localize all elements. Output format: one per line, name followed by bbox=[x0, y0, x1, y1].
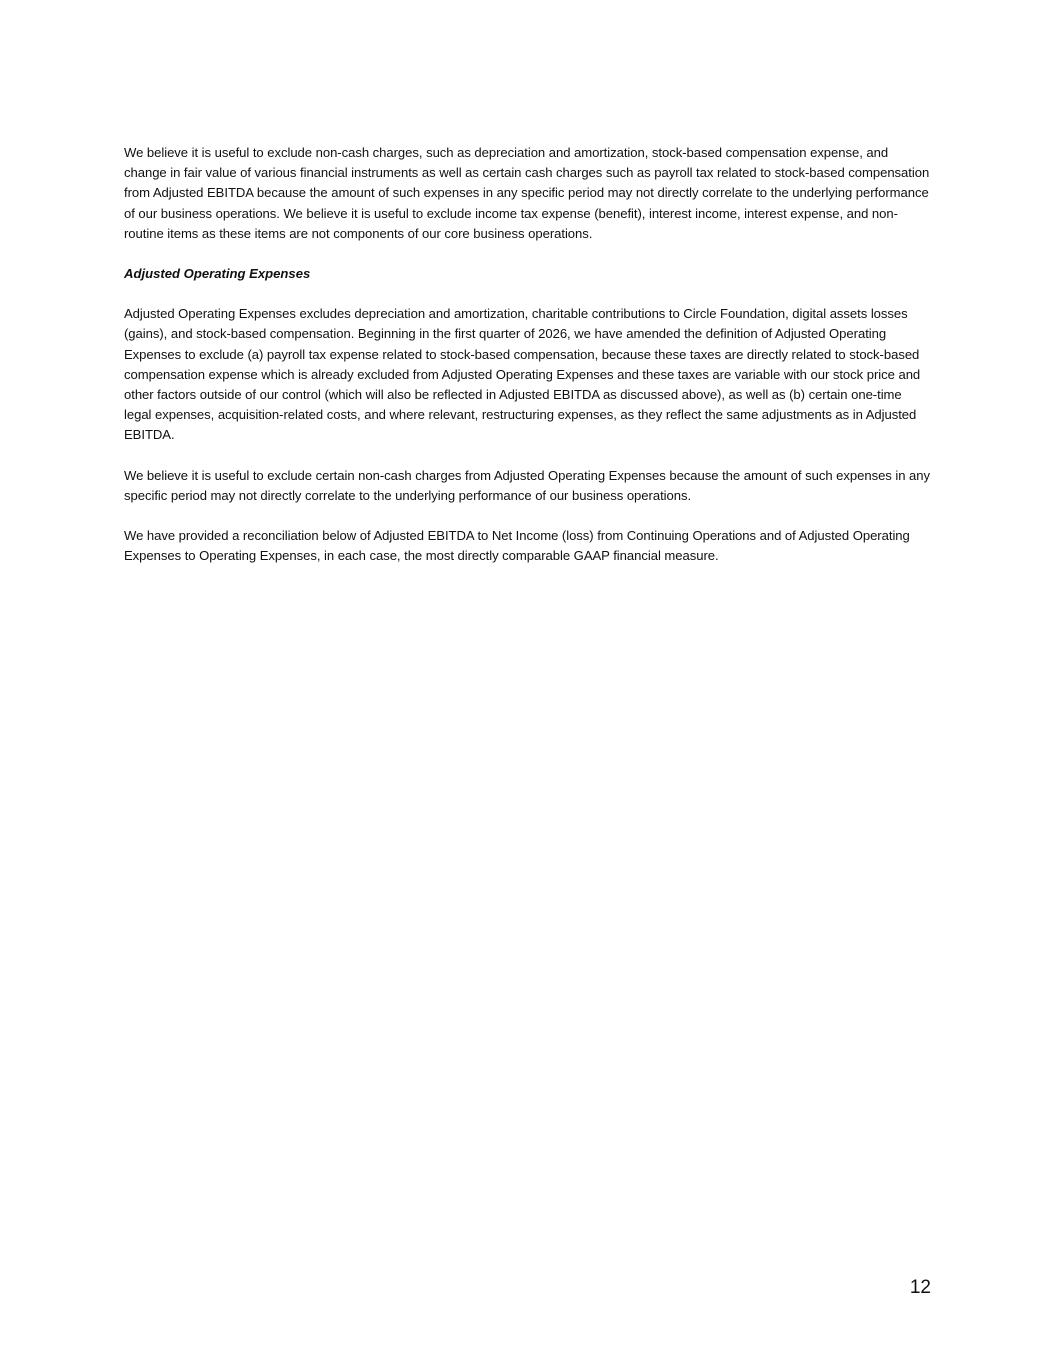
paragraph-exclusion-rationale: We believe it is useful to exclude certain non-cash charges from Adjusted Operating Expenses because the amount of such expenses in any specific period may not directly correlate to the underlying performance of our business operations. bbox=[124, 467, 931, 503]
page-number: 12 bbox=[909, 1277, 931, 1298]
page-content bbox=[124, 143, 932, 586]
paragraph-reconciliation-note: We have provided a reconciliation below of Adjusted EBITDA to Net Income (loss) from Continuing Operations and of Adjusted Operating Expenses to Operating Expenses, in each case, the most directly comparable GAAP financial measure. bbox=[124, 528, 910, 564]
paragraph-adjusted-operating-expenses-definition: Adjusted Operating Expenses excludes depreciation and amortization, charitable contributions to Circle Foundation, digital assets losses (gains), and stock-based compensation. Beginning in the first quarter of 2026, we have amended the definition of Adjusted Operating Expenses to exclude (a) payroll tax expense related to stock-based compensation, because these taxes are directly related to stock-based compensation expense which is already excluded from Adjusted Operating Expenses and these taxes are variable with our stock price and other factors outside of our control (which will also be reflected in Adjusted EBITDA as discussed above), as well as (b) certain one-time legal expenses, acquisition-related costs, and where relevant, restructuring expenses, as they reflect the same adjustments as in Adjusted EBITDA. bbox=[124, 306, 921, 443]
section-heading-adjusted-operating-expenses: Adjusted Operating Expenses bbox=[124, 266, 311, 282]
paragraph-non-cash-charges: We believe it is useful to exclude non-cash charges, such as depreciation and amortization, stock-based compensation expense, and change in fair value of various financial instruments as well as certain cash charges such as payroll tax related to stock-based compensation from Adjusted EBITDA because the amount of such expenses in any specific period may not directly correlate to the underlying performance of our business operations. We believe it is useful to exclude income tax expense (benefit), interest income, interest expense, and non-routine items as these items are not components of our core business operations. bbox=[124, 145, 930, 241]
